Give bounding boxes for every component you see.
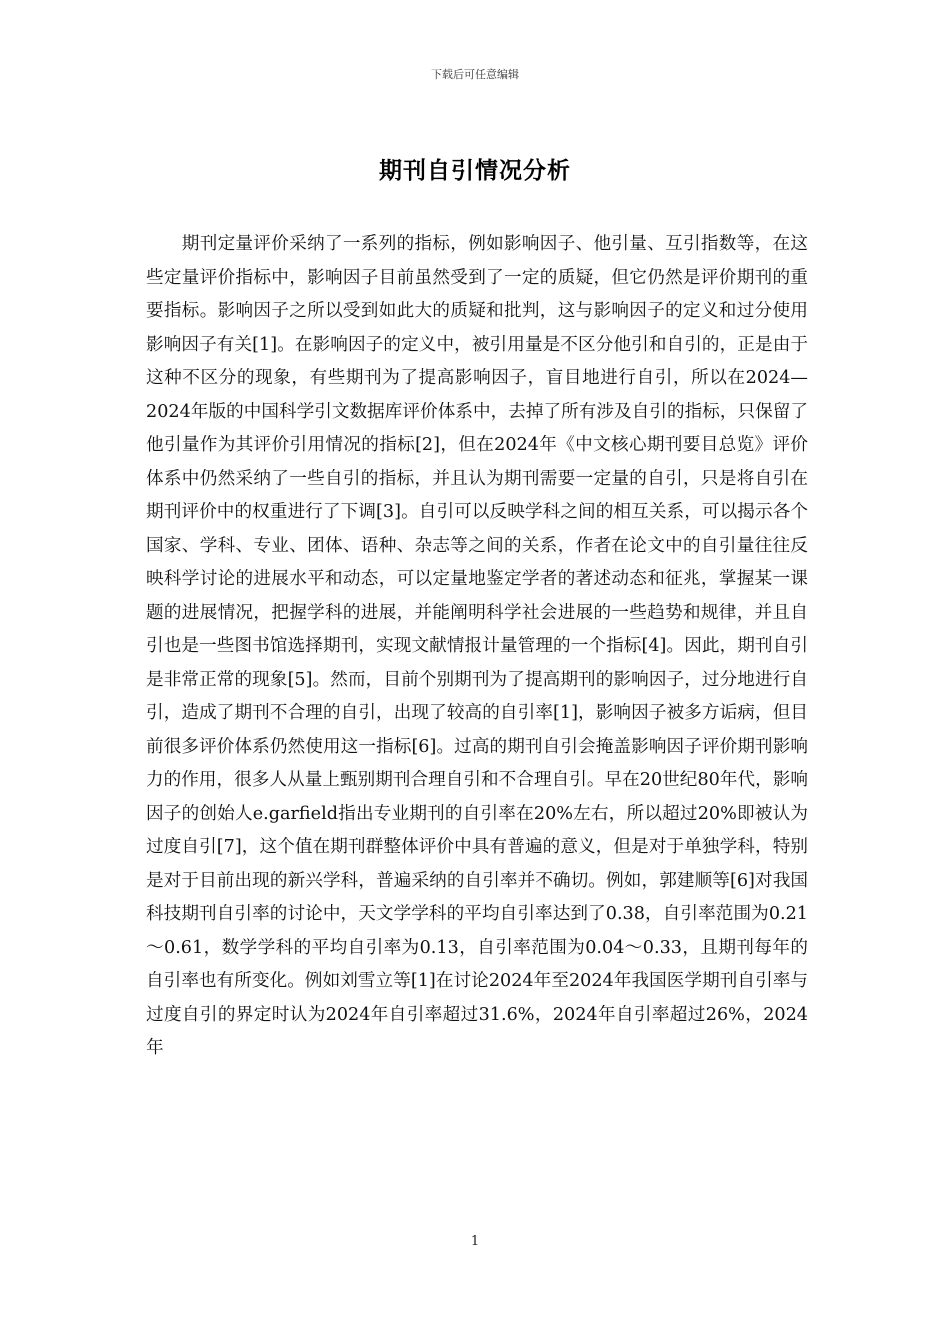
page-number: 1 [470, 1234, 480, 1249]
document-title: 期刊自引情况分析 [379, 158, 571, 184]
body-paragraph: 期刊定量评价采纳了一系列的指标，例如影响因子、他引量、互引指数等，在这些定量评价指标中，影响因子目前虽然受到了一定的质疑，但它仍然是评价期刊的重要指标。影响因子之所以受到如此大的质疑和批判，这与影响因子的定义和过分使用影响因子有关[1]。在影响因子的定义中，被引用量是不区分他引和自引的，正是由于这种不区分的现象，有些期刊为了提高影响因子，盲目地进行自引，所以在2024—2024年版的中国科学引文数据库评价体系中，去掉了所有涉及自引的指标，只保留了他引量作为其评价引用情况的指标[2]，但在2024年《中文核心期刊要目总览》评价体系中仍然采纳了一些自引的指标，并且认为期刊需要一定量的自引，只是将自引在期刊评价中的权重进行了下调[3]。自引可以反映学科之间的相互关系，可以揭示各个国家、学科、专业、团体、语种、杂志等之间的关系，作者在论文中的自引量往往反映科学讨论的进展水平和动态，可以定量地鉴定学者的著述动态和征兆，掌握某一课题的进展情况，把握学科的进展，并能阐明科学社会进展的一些趋势和规律，并且自引也是一些图书馆选择期刊，实现文献情报计量管理的一个指标[4]。因此，期刊自引是非常正常的现象[5]。然而，目前个别期刊为了提高期刊的影响因子，过分地进行自引，造成了期刊不合理的自引，出现了较高的自引率[1]，影响因子被多方诟病，但目前很多评价体系仍然使用这一指标[6]。过高的期刊自引会掩盖影响因子评价期刊影响力的作用，很多人从量上甄别期刊合理自引和不合理自引。早在20世纪80年代，影响因子的创始人e.garfield指出专业期刊的自引率在20%左右，所以超过20%即被认为过度自引[7]，这个值在期刊群整体评价中具有普遍的意义，但是对于单独学科，特别是对于目前出现的新兴学科，普遍采纳的自引率并不确切。例如，郭建顺等[6]对我国科技期刊自引率的讨论中，天文学学科的平均自引率达到了0.38，自引率范围为0.21～0.61，数学学科的平均自引率为0.13，自引率范围为0.04～0.33，且期刊每年的自引率也有所变化。例如刘雪立等[1]在讨论2024年至2024年我国医学期刊自引率与过度自引的界定时认为2024年自引率超过31.6%，2024年自引率超过26%，2024年 [146, 234, 808, 1058]
document-body [146, 228, 808, 1066]
header-note: 下载后可任意编辑 [431, 68, 519, 81]
